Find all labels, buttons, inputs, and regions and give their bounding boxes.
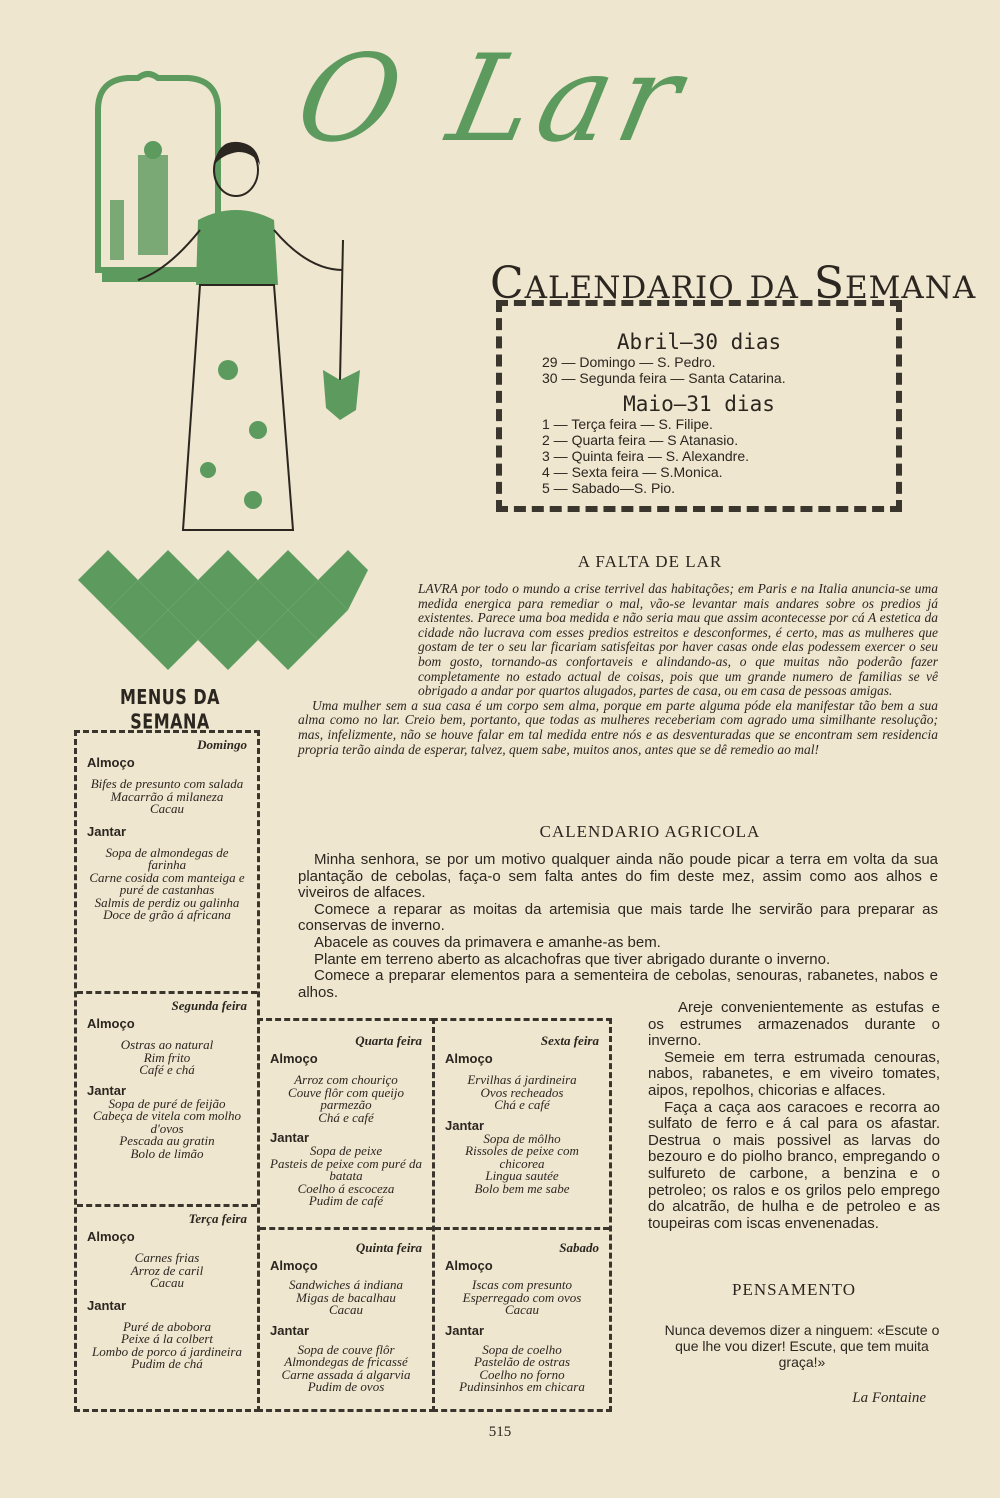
- dish: Ostras ao natural: [120, 1037, 214, 1052]
- month-label: Abril—30 dias: [616, 330, 782, 354]
- dish: Peixe á la colbert: [120, 1331, 214, 1346]
- agricola-paragraph: Comece a reparar as moitas da artemisia que mais tarde lhe servirão para preparar as conservas de inverno.: [298, 900, 938, 935]
- agricola-paragraph: Abacele as couves da primavera e amanhe-as bem.: [314, 933, 661, 951]
- dish: Arroz de caril: [130, 1262, 204, 1278]
- meal-label: Almoço: [445, 1051, 493, 1066]
- agricola-right-column: [648, 1000, 940, 1232]
- agricola-paragraph: Plante em terreno aberto as alcachofras que tiver abrigado durante o inverno.: [314, 950, 831, 968]
- meal-label: Jantar: [445, 1322, 485, 1338]
- dish: Sopa de môlho: [483, 1130, 561, 1146]
- meal-label: Jantar: [445, 1117, 485, 1133]
- dish: Lingua sautée: [485, 1168, 559, 1183]
- dish: Iscas com presunto: [472, 1277, 572, 1292]
- dish: Sopa de peixe: [309, 1143, 383, 1158]
- falta-heading: A FALTA DE LAR: [577, 552, 723, 571]
- dish: Pasteis de peixe com puré da batata: [270, 1155, 422, 1183]
- menu-day-section: [260, 1021, 432, 1230]
- menu-column-left: [74, 730, 260, 1412]
- falta-article: [298, 582, 938, 757]
- menu-column-middle: [257, 1018, 435, 1412]
- page-number: 515: [488, 1424, 512, 1440]
- calendar-day: 1 — Terça feira — S. Filipe.: [542, 416, 713, 432]
- dish: Bifes de presunto com salada: [90, 776, 244, 791]
- menu-day-section: [435, 1021, 609, 1230]
- dish: Sopa de almondegas de farinha: [105, 844, 229, 872]
- pensamento-text: Nunca devemos dizer a ninguem: «Escute o que lhe vou dizer! Escute, que tem muita graça!»: [664, 1322, 940, 1370]
- calendar-day: 5 — Sabado—S. Pio.: [542, 480, 676, 496]
- dish: Pudim de café: [308, 1193, 384, 1208]
- dish: Macarrão á milaneza: [110, 788, 224, 804]
- menu-day-label: Terça feira: [188, 1211, 247, 1226]
- meal-label: Jantar: [87, 1297, 127, 1313]
- meal-label: Almoço: [87, 1016, 135, 1031]
- dish: Carne cosida com manteiga e puré de castanhas: [89, 869, 245, 897]
- menu-column-right: [432, 1018, 612, 1412]
- agricola-paragraph: Semeie em terra estrumada cenouras, nabos, rabanetes, e em viveiro tomates, aipos, repolhos, chicorias e alfaces.: [648, 1048, 940, 1099]
- calendar-box: [496, 300, 902, 512]
- meal-label: Almoço: [270, 1258, 318, 1273]
- menus-heading: MENUS DA SEMANA: [120, 684, 220, 734]
- agricola-paragraph: Minha senhora, se por um motivo qualquer ainda não poude picar a terra em volta da sua plantação de cebolas, faça-o sem falta antes do fim deste mez, assim como aos alhos e viveiros de alfaces.: [298, 851, 938, 902]
- dish: Sopa de puré de feijão: [108, 1095, 226, 1111]
- dish: Migas de bacalhau: [296, 1289, 396, 1305]
- dish: Pudim de ovos: [307, 1379, 385, 1394]
- pensamento-author: La Fontaine: [852, 1390, 926, 1406]
- menu-day-label: Quinta feira: [355, 1240, 422, 1255]
- dish: Coelho no forno: [479, 1366, 565, 1382]
- article-paragraph: Uma mulher sem a sua casa é um corpo sem alma, porque em parte alguma póde ela manifestar tão bem a sua alma como no lar. Creio bem, portanto, que todas as mulheres receberiam com agrado uma similhante resolução; mas, infelizmente, não se houve falar em tal medida entre nós e as desventuradas que se encontram sem residencia propria terão ainda de esperar, talvez, quem sabe, muitos anos, antes que se dê remedio ao mal!: [298, 697, 938, 757]
- dish: Doce de grão á africana: [103, 907, 231, 922]
- meal-label: Jantar: [270, 1130, 310, 1145]
- dish: Sandwiches á indiana: [288, 1277, 404, 1292]
- dish: Couve flôr com queijo parmezão: [288, 1084, 404, 1112]
- dish: Pescada au gratin: [119, 1133, 215, 1148]
- menu-day-label: Sexta feira: [540, 1033, 599, 1048]
- dish: Rissoles de peixe com chicorea: [465, 1143, 579, 1171]
- page-title: O Lar: [285, 30, 701, 169]
- menu-day-label: Segunda feira: [171, 998, 247, 1013]
- meal-label: Almoço: [270, 1051, 318, 1066]
- meal-label: Jantar: [87, 1082, 127, 1098]
- dish: Puré de abobora: [122, 1318, 212, 1334]
- agricola-heading: CALENDARIO AGRICOLA: [539, 822, 761, 841]
- agricola-paragraph: Areje convenientemente as estufas e os estrumes armazenados durante o inverno.: [648, 999, 940, 1050]
- dish: Bolo de limão: [130, 1145, 204, 1161]
- calendar-day: 4 — Sexta feira — S.Monica.: [542, 464, 723, 480]
- dish: Bolo bem me sabe: [474, 1180, 570, 1196]
- dish: Lombo de porco á jardineira: [92, 1343, 242, 1359]
- dish: Esperregado com ovos: [462, 1289, 582, 1305]
- month-label: Maio—31 dias: [623, 392, 775, 416]
- calendar-title: Calendario da Semana: [490, 258, 977, 309]
- meal-label: Jantar: [270, 1322, 310, 1338]
- meal-label: Almoço: [87, 755, 135, 770]
- dish: Cacau: [329, 1302, 363, 1317]
- dish: Carne assada á algarvia: [281, 1366, 411, 1382]
- menu-day-section: [77, 733, 257, 994]
- agricola-article: [298, 852, 938, 1001]
- dish: Arroz com chouriço: [294, 1072, 398, 1087]
- menu-day-section: [435, 1230, 609, 1400]
- meal-label: Jantar: [87, 823, 127, 839]
- dish: Cacau: [505, 1302, 539, 1317]
- dish: Pudinsinhos em chicara: [459, 1379, 585, 1394]
- dish: Sopa de coelho: [482, 1341, 562, 1357]
- dish: Almondegas de fricassé: [284, 1354, 408, 1369]
- calendar-day: 29 — Domingo — S. Pedro.: [542, 354, 716, 370]
- agricola-paragraph: Faça a caça aos caracoes e recorra ao sulfato de ferro e á cal para os afastar. Destrua o mais possivel as larvas do bezouro e do piolho branco, empregando o sulfureto de carbone, a benzina e o petroleo; os ralos e os grilos pelo emprego do alcatrão, de hulha e de petroleo e as toupeiras com iscas envenenadas.: [648, 1098, 940, 1232]
- menu-day-section: [77, 1207, 257, 1377]
- dish: Sopa de couve flôr: [297, 1341, 395, 1357]
- dish: Coelho á escoceza: [297, 1180, 395, 1196]
- dish: Salmis de perdiz ou galinha: [94, 894, 240, 910]
- dish: Pastelão de ostras: [473, 1354, 571, 1369]
- menu-day-label: Sabado: [559, 1240, 599, 1255]
- dish: Cacau: [150, 1275, 184, 1290]
- menu-day-section: [77, 994, 257, 1207]
- calendar-day: 2 — Quarta feira — S Atanasio.: [542, 432, 739, 448]
- dish: Pudim de chá: [131, 1356, 203, 1371]
- dish: Chá e café: [318, 1109, 374, 1125]
- dish: Cabeça de vitela com molho d'ovos: [92, 1108, 241, 1136]
- agricola-paragraph: Comece a preparar elementos para a sementeira de cebolas, senouras, rabanetes, nabos e alhos.: [298, 967, 938, 1001]
- dish: Rim frito: [143, 1049, 191, 1065]
- meal-label: Almoço: [445, 1258, 493, 1273]
- dish: Café e chá: [139, 1062, 195, 1077]
- article-paragraph: LAVRA por todo o mundo a crise terrivel das habitações; em Paris e na Italia anuncia-se uma medida energica para remediar o mal, vão-se levantar mais andares sobre os predios já existentes. Parece uma boa medida e não seria mau que assim acontecesse por cá A estetica da cidade não lucrava com esses predios estreitos e desconformes, é certo, mas as mulheres que gostam de ter o seu lar ficariam satisfeitas por haver casas onde elas podessem exercer o seu bom gosto, tornando-as confortaveis e alindando-as, o que muitas não poderão fazer completamente no estado actual de coisas, pois que um grande numero de familias se vê obrigado a andar por quartos alugados, partes de casa, ou em casa de pessoas amigas.: [418, 581, 938, 699]
- dish: Cacau: [150, 801, 184, 816]
- menu-day-label: Quarta feira: [355, 1033, 422, 1048]
- dish: Ervilhas á jardineira: [467, 1072, 577, 1087]
- dish: Ovos recheados: [480, 1084, 564, 1100]
- pensamento-heading: PENSAMENTO: [732, 1280, 856, 1299]
- calendar-day: 3 — Quinta feira — S. Alexandre.: [542, 448, 749, 464]
- dish: Chá e café: [494, 1097, 550, 1112]
- dish: Carnes frias: [134, 1250, 200, 1265]
- menu-day-section: [260, 1230, 432, 1400]
- menu-day-label: Domingo: [197, 737, 247, 752]
- calendar-day: 30 — Segunda feira — Santa Catarina.: [542, 370, 786, 386]
- meal-label: Almoço: [87, 1229, 135, 1244]
